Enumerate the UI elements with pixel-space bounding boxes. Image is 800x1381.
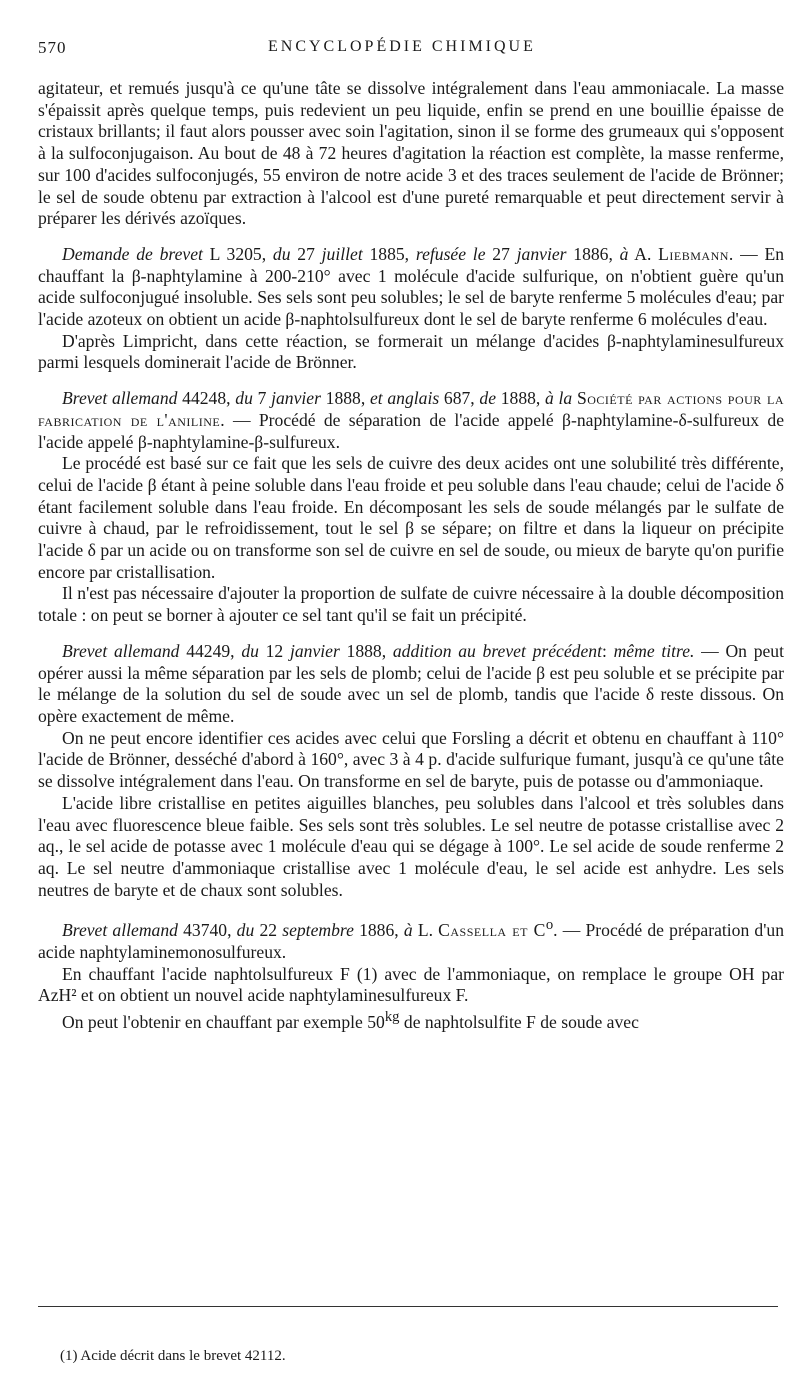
text-run: 44248,	[177, 388, 236, 409]
footnote: (1) Acide décrit dans le brevet 42112.	[60, 1348, 286, 1364]
text-run: 43740,	[177, 920, 237, 941]
superscript: kg	[384, 1008, 400, 1025]
text-italic: Brevet allemand	[62, 640, 180, 661]
text-run: . — Procédé de préparation d'un acide naphtylaminemonosulfureux.	[38, 920, 784, 962]
text-italic: Brevet allemand	[62, 388, 178, 409]
text-italic: à	[403, 920, 413, 941]
text-run: 1885,	[362, 243, 416, 264]
text-italic: de	[479, 388, 497, 409]
patent-entry-liebmann	[38, 244, 784, 331]
text-italic: du	[235, 388, 253, 409]
text-run: On peut l'obtenir en chauffant par exemple 50	[62, 1011, 385, 1032]
paragraph-limpricht: D'après Limpricht, dans cette réaction, se formerait un mélange d'acides β-naphtylaminesulfureux parmi lesquels dominerait l'acide de Brönner.	[38, 330, 784, 373]
text-run: L.	[412, 920, 439, 941]
paragraph-continuation: agitateur, et remués jusqu'à ce qu'une tâte se dissolve intégralement dans l'eau ammoniacale. La masse s'épaissit après quelque temps, puis redevient un peu liquide, enfin se prend en une bouillie épaisse de cristaux brillants; il faut alors pousser avec soin l'agitation, sinon il se forme des grumeaux qui s'opposent à la sulfoconjugaison. Au bout de 48 à 72 heures d'agitation la réaction est complète, la masse renferme, sur 100 d'acides sulfoconjugés, 55 environ de notre acide 3 et des traces seulement de l'acide de Brönner; le sel de soude obtenu par extraction à l'alcool est d'une pureté remarquable et peut directement servir à préparer les dérivés azoïques.	[38, 78, 784, 229]
text-run: 1886,	[353, 920, 404, 941]
text-italic: à	[619, 243, 629, 264]
paragraph-acide-libre: L'acide libre cristallise en petites aiguilles blanches, peu solubles dans l'alcool et très solubles dans l'eau avec fluorescence bleue faible. Ses sels sont très solubles. Le sel neutre de potasse cristallise avec 2 aq., le sel acide de potasse avec 1 molécule d'eau qui se dégage à 100°. Le sel acide de soude renferme 2 aq. Le sel neutre d'ammoniaque cristallise avec 1 molécule d'eau, le sel acide est anhydre. Les sels neutres de baryte et de chaux sont solubles.	[38, 792, 784, 900]
text-run: 27	[485, 243, 517, 264]
text-run: 27	[290, 243, 322, 264]
text-italic: du	[241, 640, 259, 661]
text-run: de naphtolsulfite F de soude avec	[399, 1011, 639, 1032]
company-name: Société par actions pour la fabrication de l'aniline	[38, 388, 784, 430]
text-italic: même titre.	[613, 640, 695, 661]
text-italic: refusée le	[415, 243, 486, 264]
text-run: 1888,	[339, 640, 393, 661]
footnote-rule	[38, 1306, 778, 1307]
patent-entry-44249	[38, 641, 784, 728]
text-run: :	[601, 640, 614, 661]
paragraph-forsling: On ne peut encore identifier ces acides avec celui que Forsling a décrit et obtenu en chauffant à 110° l'acide de Brönner, desséché d'abord à 160°, avec 3 à 4 p. d'acide sulfurique fumant, jusqu'à ce qu'une tâte se dissolve intégralement dans l'eau. On transforme en sel de baryte, puis de potasse ou d'ammoniaque.	[38, 727, 784, 792]
company-name: Cassella et C	[438, 920, 546, 941]
patent-entry-43740	[38, 915, 784, 963]
text-italic: et anglais	[369, 388, 440, 409]
text-italic: addition au brevet précédent	[392, 640, 602, 661]
text-run: 1888,	[320, 388, 370, 409]
paragraph-procede: Le procédé est basé sur ce fait que les sels de cuivre des deux acides ont une solubilité très différente, celui de l'acide β étant à peine soluble dans l'eau froide et peu soluble dans l'eau chaude; celui de l'acide δ étant facilement soluble dans l'eau froide. En décomposant les sels de soude mélangés par le sulfate de cuivre à chaud, par le refroidissement, tout le sel β se sépare; on filtre et dans la liqueur on précipite l'acide δ par un acide ou on transforme son sel de cuivre en sel de soude, ou mieux de baryte qu'on purifie encore par cristallisation.	[38, 453, 784, 582]
text-italic: septembre	[282, 920, 354, 941]
running-title: ENCYCLOPÉDIE CHIMIQUE	[268, 38, 536, 55]
text-italic: juillet	[321, 243, 363, 264]
text-italic: du	[272, 243, 291, 264]
text-italic: janvier	[271, 388, 321, 409]
text-italic: à la	[545, 388, 573, 409]
text-run: 687,	[439, 388, 480, 409]
text-run: 22	[254, 920, 283, 941]
text-run: 44249,	[179, 640, 242, 661]
text-run: . — En chauffant la β-naphtylamine à 200-210° avec 1 molécule d'acide sulfurique, on n'obtient guère qu'un acide sulfoconjugué insoluble. Ses sels sont peu solubles; le sel de baryte renferme 5 molécules d'eau; par l'acide azoteux on obtient un acide β-naphtolsulfureux dont le sel de baryte renferme 6 molécules d'eau.	[38, 243, 785, 330]
text-run: 7	[252, 388, 272, 409]
text-italic: Demande de brevet	[62, 243, 203, 264]
text-run: 12	[258, 640, 290, 661]
text-run: A.	[628, 243, 659, 264]
text-italic: du	[236, 920, 255, 941]
paragraph-chauffant: En chauffant l'acide naphtolsulfureux F (1) avec de l'ammoniaque, on remplace le groupe OH par AzH² et on obtient un nouvel acide naphtylaminesulfureux F.	[38, 963, 784, 1006]
person-name: Liebmann	[658, 243, 729, 264]
paragraph-sulfate: Il n'est pas nécessaire d'ajouter la proportion de sulfate de cuivre nécessaire à la double décomposition totale : on peut se borner à ajouter ce sel tant qu'il se fait un précipité.	[38, 583, 784, 626]
text-italic: janvier	[289, 640, 340, 661]
page-number: 570	[38, 38, 67, 57]
paragraph-obtenir	[38, 1007, 784, 1034]
patent-entry-44248	[38, 388, 784, 453]
text-run: 1886,	[566, 243, 620, 264]
text-run: 1888,	[496, 388, 546, 409]
page-header	[38, 38, 782, 62]
text-run: L 3205,	[202, 243, 273, 264]
text-italic: Brevet allemand	[62, 920, 178, 941]
superscript: o	[545, 917, 554, 934]
text-italic: janvier	[516, 243, 567, 264]
text-run: . — Procédé de séparation de l'acide appelé β-naphtylamine-δ-sulfureux de l'acide appelé β-naphtylamine-β-sulfureux.	[38, 409, 784, 452]
page-body	[38, 78, 784, 1034]
text-run: — On peut opérer aussi la même séparation par les sels de plomb; celui de l'acide β est peu soluble et se précipite par le mélange de la solution du sel de soude avec un sel de plomb, tandis que l'acide δ reste dissous. On opère exactement de même.	[38, 640, 784, 726]
